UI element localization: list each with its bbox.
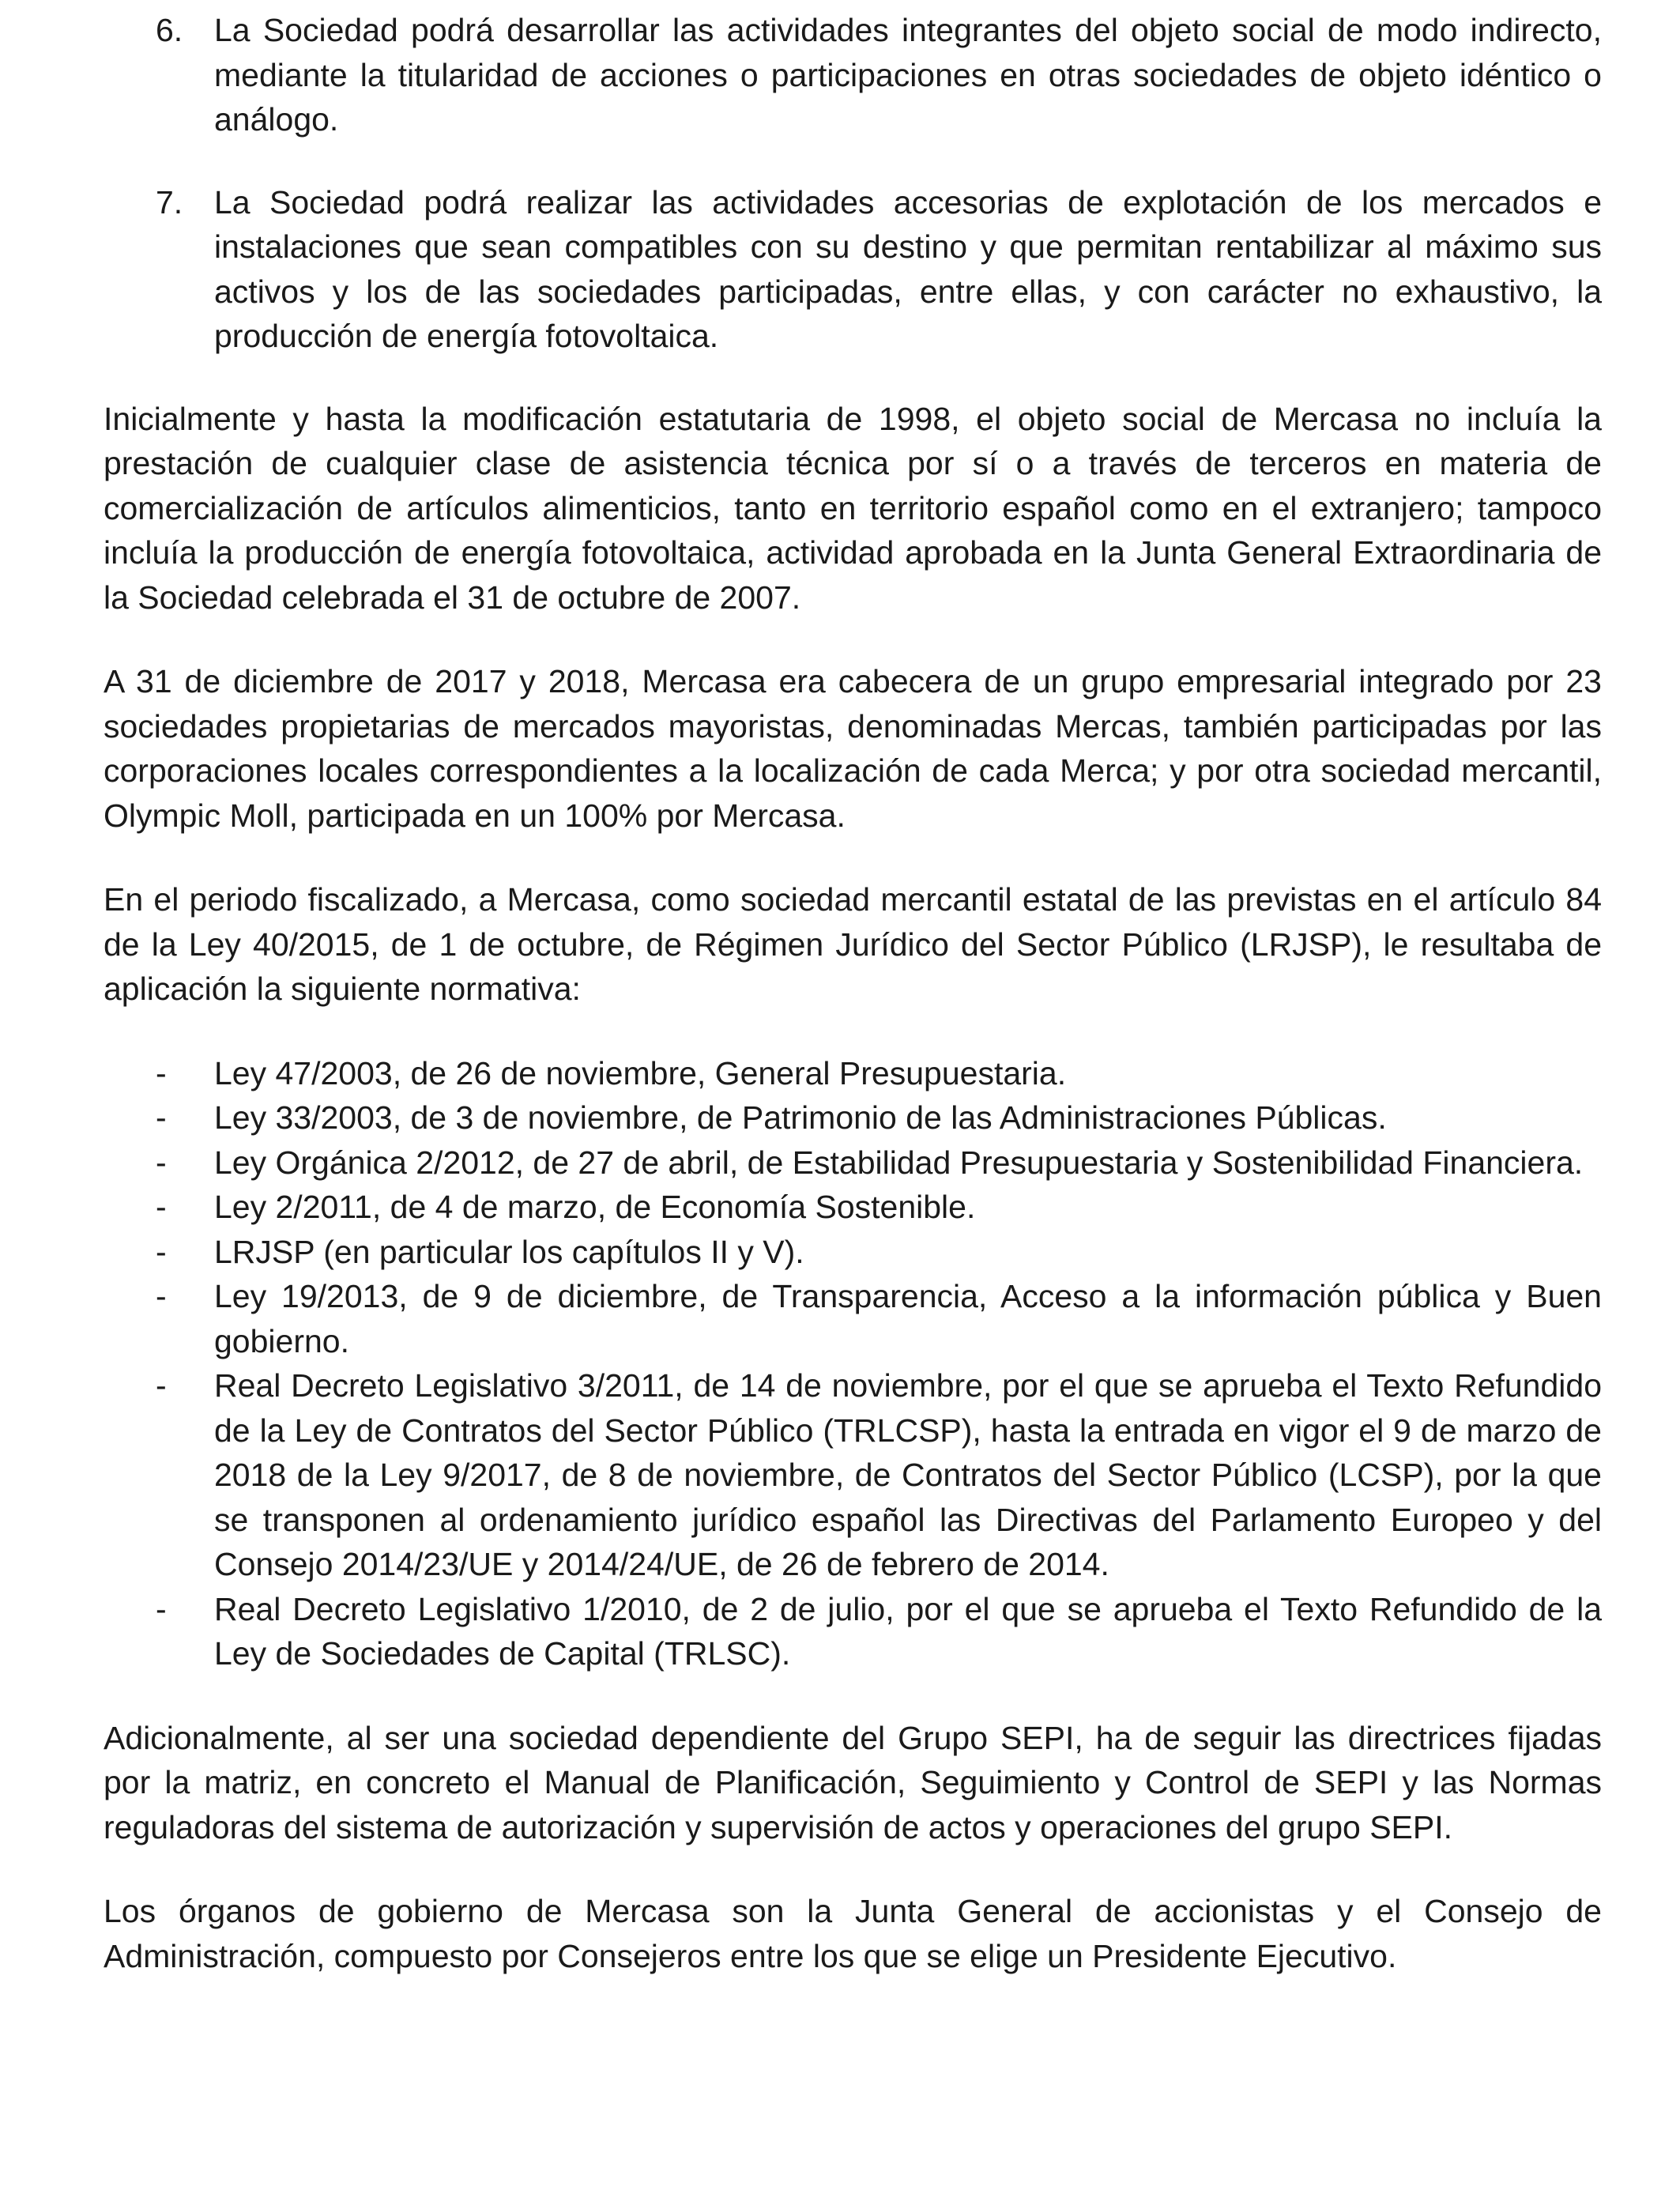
list-item-text: Real Decreto Legislativo 3/2011, de 14 de noviembre, por el que se aprueba el Texto Refundido de la Ley de Contratos del Sector Público (TRLCSP), hasta la entrada en vigor el 9 de marzo de 2018 de la Ley 9/2017, de 8 de noviembre, de Contratos del Sector Público (LCSP), por la que se transponen al ordenamiento jurídico español las Directivas del Parlamento Europeo y del Consejo 2014/23/UE y 2014/24/UE, de 26 de febrero de 2014. <box>214 1367 1602 1582</box>
list-item <box>104 1230 1602 1275</box>
list-item-text: LRJSP (en particular los capítulos II y V). <box>214 1233 804 1270</box>
normativa-list <box>104 1051 1602 1676</box>
item-text: La Sociedad podrá realizar las actividades accesorias de explotación de los mercados e instalaciones que sean compatibles con su destino y que permitan rentabilizar al máximo sus activos y los de las sociedades participadas, entre ellas, y con carácter no exhaustivo, la producción de energía fotovoltaica. <box>214 183 1602 354</box>
bullet-dash: - <box>156 1367 167 1404</box>
list-item-text: Ley 2/2011, de 4 de marzo, de Economía Sostenible. <box>214 1189 976 1225</box>
list-item <box>104 1051 1602 1096</box>
bullet-dash: - <box>156 1099 167 1136</box>
paragraph-grupo-sepi: Adicionalmente, al ser una sociedad dependiente del Grupo SEPI, ha de seguir las directrices fijadas por la matriz, en concreto el Manual de Planificación, Seguimiento y Control de SEPI y las Normas reguladoras del sistema de autorización y supervisión de actos y operaciones del grupo SEPI. <box>104 1719 1602 1845</box>
numbered-item-6 <box>104 8 1602 142</box>
paragraph-organos-gobierno: Los órganos de gobierno de Mercasa son la Junta General de accionistas y el Consejo de Administración, compuesto por Consejeros entre los que se elige un Presidente Ejecutivo. <box>104 1893 1602 1974</box>
list-item <box>104 1274 1602 1363</box>
list-item-text: Ley 33/2003, de 3 de noviembre, de Patrimonio de las Administraciones Públicas. <box>214 1099 1387 1136</box>
bullet-dash: - <box>156 1054 167 1091</box>
bullet-dash: - <box>156 1590 167 1627</box>
list-item-text: Ley 47/2003, de 26 de noviembre, General Presupuestaria. <box>214 1054 1067 1091</box>
numbered-item-7 <box>104 180 1602 359</box>
document-body <box>104 8 1602 2018</box>
list-item-text: Ley 19/2013, de 9 de diciembre, de Transparencia, Acceso a la información pública y Buen gobierno. <box>214 1278 1602 1359</box>
paragraph-objeto-social: Inicialmente y hasta la modificación estatutaria de 1998, el objeto social de Mercasa no incluía la prestación de cualquier clase de asistencia técnica por sí o a través de terceros en materia de comercialización de artículos alimenticios, tanto en territorio español como en el extranjero; tampoco incluía la producción de energía fotovoltaica, actividad aprobada en la Junta General Extraordinaria de la Sociedad celebrada el 31 de octubre de 2007. <box>104 400 1602 616</box>
list-item <box>104 1587 1602 1676</box>
paragraph-normativa-intro: En el periodo fiscalizado, a Mercasa, como sociedad mercantil estatal de las previstas en el artículo 84 de la Ley 40/2015, de 1 de octubre, de Régimen Jurídico del Sector Público (LRJSP), le resultaba de aplicación la siguiente normativa: <box>104 881 1602 1007</box>
list-item <box>104 1140 1602 1186</box>
item-number: 7. <box>156 183 183 221</box>
item-text: La Sociedad podrá desarrollar las actividades integrantes del objeto social de modo indirecto, mediante la titularidad de acciones o participaciones en otras sociedades de objeto idéntico o análogo. <box>214 12 1602 138</box>
list-item <box>104 1185 1602 1230</box>
list-item <box>104 1095 1602 1140</box>
item-number: 6. <box>156 12 183 48</box>
bullet-dash: - <box>156 1144 167 1181</box>
list-item-text: Ley Orgánica 2/2012, de 27 de abril, de Estabilidad Presupuestaria y Sostenibilidad Financiera. <box>214 1144 1584 1181</box>
bullet-dash: - <box>156 1278 167 1314</box>
list-item-text: Real Decreto Legislativo 1/2010, de 2 de julio, por el que se aprueba el Texto Refundido de la Ley de Sociedades de Capital (TRLSC). <box>214 1590 1602 1672</box>
list-item <box>104 1363 1602 1587</box>
bullet-dash: - <box>156 1233 167 1270</box>
bullet-dash: - <box>156 1189 167 1225</box>
paragraph-grupo-empresarial: A 31 de diciembre de 2017 y 2018, Mercasa era cabecera de un grupo empresarial integrado por 23 sociedades propietarias de mercados mayoristas, denominadas Mercas, también participadas por las corporaciones locales correspondientes a la localización de cada Merca; y por otra sociedad mercantil, Olympic Moll, participada en un 100% por Mercasa. <box>104 663 1602 834</box>
